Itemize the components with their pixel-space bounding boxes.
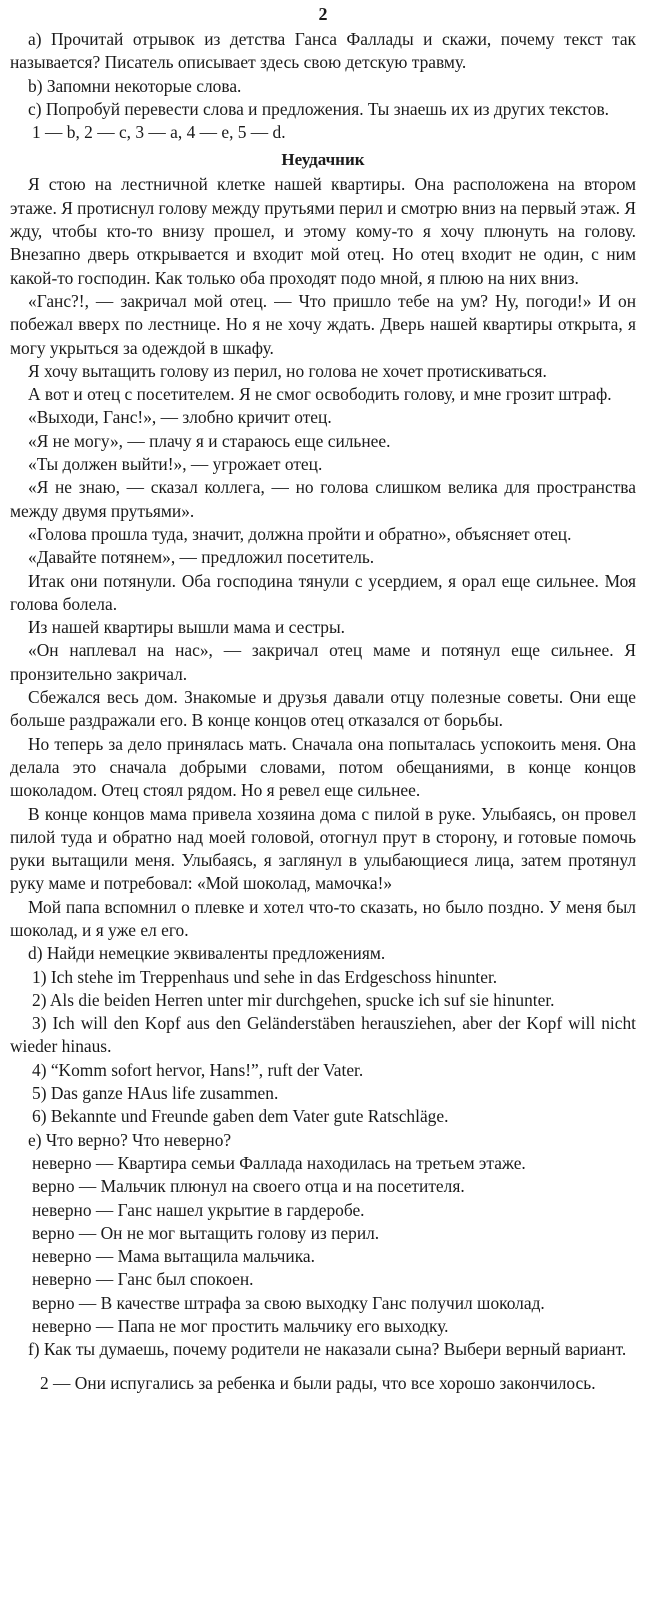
task-e-item: неверно — Квартира семьи Фаллада находилась на третьем этаже. (32, 1152, 526, 1173)
story-paragraph: «Ганс?!, — закричал мой отец. — Что пришло тебе на ум? Ну, погоди!» И он побежал вверх по лестнице. Но я не хочу ждать. Дверь нашей квартиры открыта, я могу укрыться за одеждой в шкафу. (10, 290, 636, 358)
task-e-item: неверно — Ганс нашел укрытие в гардеробе. (32, 1199, 365, 1220)
story-title: Неудачник (281, 150, 365, 170)
story-paragraph: Сбежался весь дом. Знакомые и друзья давали отцу полезные советы. Они еще больше раздражали его. В конце концов отец отказался от борьбы. (10, 687, 636, 731)
task-d-heading: d) Найди немецкие эквиваленты предложениям. (28, 943, 386, 964)
story-paragraph: «Голова прошла туда, значит, должна пройти и обратно», объясняет отец. (28, 523, 572, 544)
story-paragraph: Я стою на лестничной клетке нашей квартиры. Она расположена на втором этаже. Я протиснул голову между прутьями перил и смотрю вниз на первый этаж. Я жду, чтобы кто-то внизу прошел, и этому кому-то я хочу плюнуть на голову. Внезапно дверь открывается и входит мой отец. Но отец входит не один, с ним какой-то господин. Как только оба проходят подо мной, я плюю на них вниз. (10, 174, 636, 288)
story-paragraph: Но теперь за дело принялась мать. Сначала она попыталась успокоить меня. Она делала это сначала добрыми словами, потом обещаниями, в конце концов шоколадом. Отец стоял рядом. Но я ревел еще сильнее. (10, 733, 636, 801)
story-paragraph: «Я не могу», — плачу я и стараюсь еще сильнее. (28, 430, 391, 451)
story-paragraph: «Я не знаю, — сказал коллега, — но голова слишком велика для пространства между двумя прутьями». (10, 477, 636, 521)
story-paragraph: В конце концов мама привела хозяина дома с пилой в руке. Улыбаясь, он провел пилой туда и обратно над моей головой, отогнул прут в сторону, и готовые помочь руки вытащили меня. Улыбаясь, я заглянул в улыбающиеся лица, затем протянул руку маме и потребовал: «Мой шоколад, мамочка!» (10, 803, 636, 894)
story-paragraph: Мой папа вспомнил о плевке и хотел что-то сказать, но было поздно. У меня был шоколад, и я уже ел его. (10, 896, 636, 940)
story-paragraph: Из нашей квартиры вышли мама и сестры. (28, 617, 345, 638)
task-f-heading: f) Как ты думаешь, почему родители не наказали сына? Выбери верный вариант. (28, 1339, 627, 1360)
task-a: а) Прочитай отрывок из детства Ганса Фаллады и скажи, почему текст так называется? Писатель описывает здесь свою детскую травму. (10, 29, 636, 73)
task-e-item: неверно — Ганс был спокоен. (32, 1269, 254, 1290)
task-e-item: неверно — Мама вытащила мальчика. (32, 1246, 315, 1267)
story-paragraph: «Давайте потянем», — предложил посетитель. (28, 547, 375, 568)
task-b: b) Запомни некоторые слова. (28, 75, 242, 96)
task-e-heading: е) Что верно? Что неверно? (28, 1129, 232, 1150)
task-d-item: 6) Bekannte und Freunde gaben dem Vater gute Ratschläge. (32, 1106, 449, 1127)
task-d-item: 3) Ich will den Kopf aus den Geländerstäben herausziehen, aber der Kopf will nicht wieder hinaus. (10, 1013, 636, 1057)
task-d-item: 2) Als die beiden Herren unter mir durchgehen, spucke ich suf sie hinunter. (32, 989, 555, 1010)
task-c: с) Попробуй перевести слова и предложения. Ты знаешь их из других текстов. (28, 98, 610, 119)
story-paragraph: Я хочу вытащить голову из перил, но голова не хочет протискиваться. (28, 360, 547, 381)
page-number: 2 (318, 4, 328, 24)
task-e-item: верно — В качестве штрафа за свою выходку Ганс получил шоколад. (32, 1292, 545, 1313)
task-d-item: 4) “Komm sofort hervor, Hans!”, ruft der Vater. (32, 1059, 364, 1080)
story-paragraph: А вот и отец с посетителем. Я не смог освободить голову, и мне грозит штраф. (28, 384, 612, 405)
story-paragraph: «Выходи, Ганс!», — злобно кричит отец. (28, 407, 332, 428)
task-d-item: 5) Das ganze HAus life zusammen. (32, 1083, 279, 1104)
task-e-item: верно — Мальчик плюнул на своего отца и на посетителя. (32, 1176, 465, 1197)
story-paragraph: «Ты должен выйти!», — угрожает отец. (28, 454, 323, 475)
task-f-answer: 2 — Они испугались за ребенка и были рады, что все хорошо закончилось. (40, 1372, 596, 1393)
task-e-item: неверно — Папа не мог простить мальчику его выходку. (32, 1316, 449, 1337)
story-paragraph: «Он наплевал на нас», — закричал отец маме и потянул еще сильнее. Я пронзительно закричал. (10, 640, 636, 684)
task-d-item: 1) Ich stehe im Treppenhaus und sehe in das Erdgeschoss hinunter. (32, 966, 498, 987)
story-paragraph: Итак они потянули. Оба господина тянули с усердием, я орал еще сильнее. Моя голова болела. (10, 570, 636, 614)
task-e-item: верно — Он не мог вытащить голову из перил. (32, 1222, 380, 1243)
task-c-answer: 1 — b, 2 — c, 3 — a, 4 — e, 5 — d. (32, 122, 286, 143)
